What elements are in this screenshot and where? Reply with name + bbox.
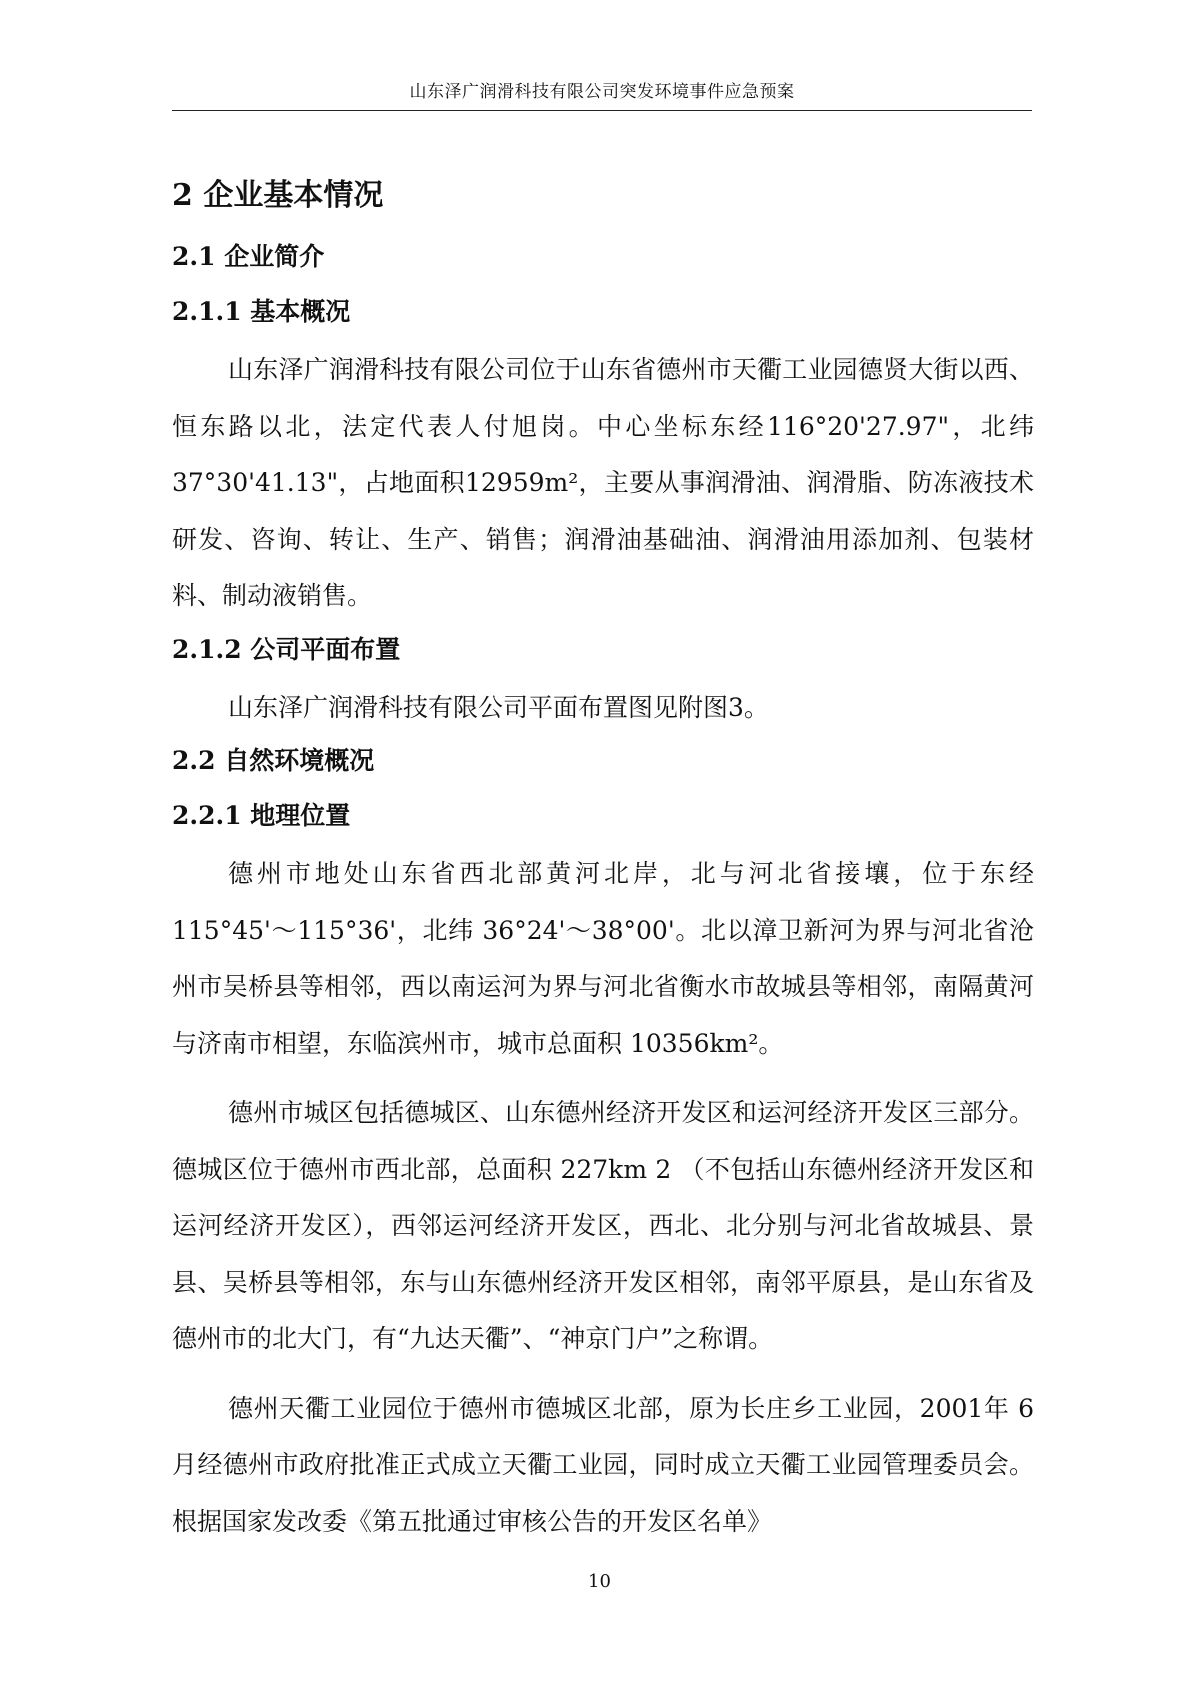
chapter-title: 2 企业基本情况	[172, 178, 384, 213]
location-paragraph-1: 德州市地处山东省西北部黄河北岸，北与河北省接壤，位于东经115°45'～115°36'，北纬 36°24'～38°00'。北以漳卫新河为界与河北省沧州市吴桥县等相邻，西以南运河为界与河北省衡水市故城县等相邻，南隔黄河与济南市相望，东临滨州市，城市总面积 10356km²。	[172, 859, 1034, 1058]
basic-overview-paragraph: 山东泽广润滑科技有限公司位于山东省德州市天衢工业园德贤大街以西、恒东路以北，法定代表人付旭岗。中心坐标东经116°20'27.97"，北纬37°30'41.13"，占地面积12959m²，主要从事润滑油、润滑脂、防冻液技术研发、咨询、转让、生产、销售；润滑油基础油、润滑油用添加剂、包装材料、制动液销售。	[172, 355, 1034, 610]
page-header: 山东泽广润滑科技有限公司突发环境事件应急预案	[409, 82, 795, 102]
section-2-2-heading: 2.2 自然环境概况	[172, 746, 375, 775]
document-body	[172, 170, 1034, 1550]
section-2-2-1-heading: 2.2.1 地理位置	[172, 801, 351, 830]
page-number: 10	[588, 1571, 611, 1592]
header-rule	[172, 110, 1032, 111]
section-2-1-heading: 2.1 企业简介	[172, 242, 325, 271]
section-2-1-1-heading: 2.1.1 基本概况	[172, 297, 351, 326]
location-paragraph-3: 德州天衢工业园位于德州市德城区北部，原为长庄乡工业园，2001年 6 月经德州市政府批准正式成立天衢工业园，同时成立天衢工业园管理委员会。根据国家发改委《第五批通过审核公告的开发区名单》	[172, 1393, 1034, 1536]
section-2-1-2-heading: 2.1.2 公司平面布置	[172, 634, 401, 664]
layout-paragraph: 山东泽广润滑科技有限公司平面布置图见附图3。	[228, 692, 769, 722]
location-paragraph-2: 德州市城区包括德城区、山东德州经济开发区和运河经济开发区三部分。德城区位于德州市西北部，总面积 227km 2 （不包括山东德州经济开发区和运河经济开发区），西邻运河经济开发区，西北、北分别与河北省故城县、景县、吴桥县等相邻，东与山东德州经济开发区相邻，南邻平原县，是山东省及德州市的北大门，有“九达天衢”、“神京门户”之称谓。	[172, 1098, 1034, 1353]
